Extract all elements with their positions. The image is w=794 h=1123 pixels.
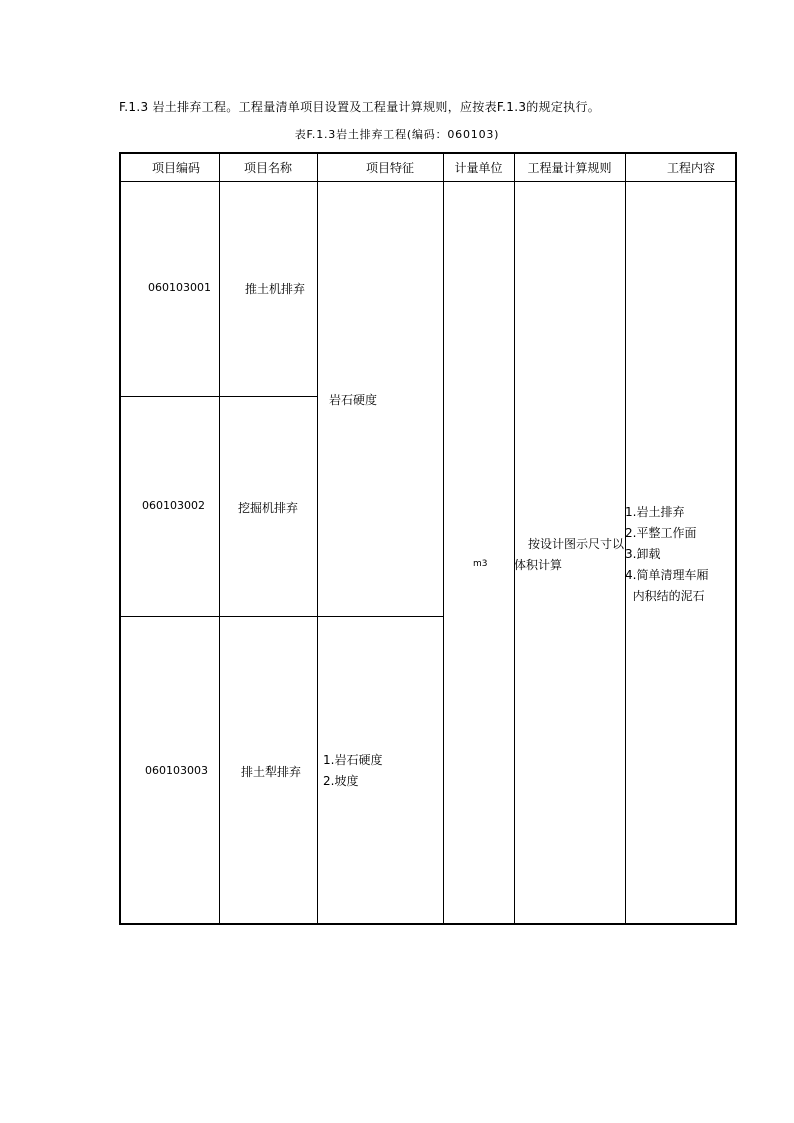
row-divider bbox=[121, 616, 444, 617]
table-caption: 表F.1.3岩土排弃工程(编码：060103) bbox=[294, 128, 500, 141]
work-content-item: 内积结的泥石 bbox=[625, 589, 705, 603]
table-row-code: 060103001 bbox=[148, 281, 211, 294]
col-divider bbox=[317, 154, 318, 923]
feature-item: 2.坡度 bbox=[323, 774, 359, 788]
calc-rule-line: 体积计算 bbox=[514, 558, 563, 572]
table-row-code: 060103003 bbox=[145, 764, 208, 777]
col-divider bbox=[219, 154, 220, 923]
header-item-features: 项目特征 bbox=[365, 161, 414, 175]
work-content-list bbox=[625, 502, 708, 607]
work-content-item: 1.岩土排弃 bbox=[625, 505, 685, 519]
header-item-name: 项目名称 bbox=[243, 161, 292, 175]
header-work-content: 工程内容 bbox=[666, 161, 715, 175]
table-row-code: 060103002 bbox=[142, 499, 205, 512]
header-unit: 计量单位 bbox=[454, 161, 503, 175]
work-content-item: 3.卸载 bbox=[625, 547, 661, 561]
table-row-name: 挖掘机排弃 bbox=[238, 501, 299, 515]
feature-list-row3 bbox=[323, 750, 382, 792]
calc-rule-line: 按设计图示尺寸以 bbox=[528, 537, 625, 551]
unit-value: m3 bbox=[473, 559, 488, 569]
table-row-name: 排土犁排弃 bbox=[241, 765, 302, 779]
header-item-code: 项目编码 bbox=[151, 161, 200, 175]
calc-rule bbox=[514, 534, 624, 576]
work-content-item: 2.平整工作面 bbox=[625, 526, 697, 540]
feature-rock-hardness: 岩石硬度 bbox=[329, 393, 378, 407]
work-content-item: 4.简单清理车厢 bbox=[625, 568, 709, 582]
row-divider bbox=[121, 396, 318, 397]
quantity-table bbox=[119, 152, 737, 925]
col-divider bbox=[443, 154, 444, 923]
feature-item: 1.岩石硬度 bbox=[323, 753, 383, 767]
intro-paragraph: F.1.3 岩土排弃工程。工程量清单项目设置及工程量计算规则，应按表F.1.3的规定执行。 bbox=[119, 100, 601, 114]
table-row-name: 推土机排弃 bbox=[245, 282, 306, 296]
header-calc-rule: 工程量计算规则 bbox=[527, 161, 612, 175]
